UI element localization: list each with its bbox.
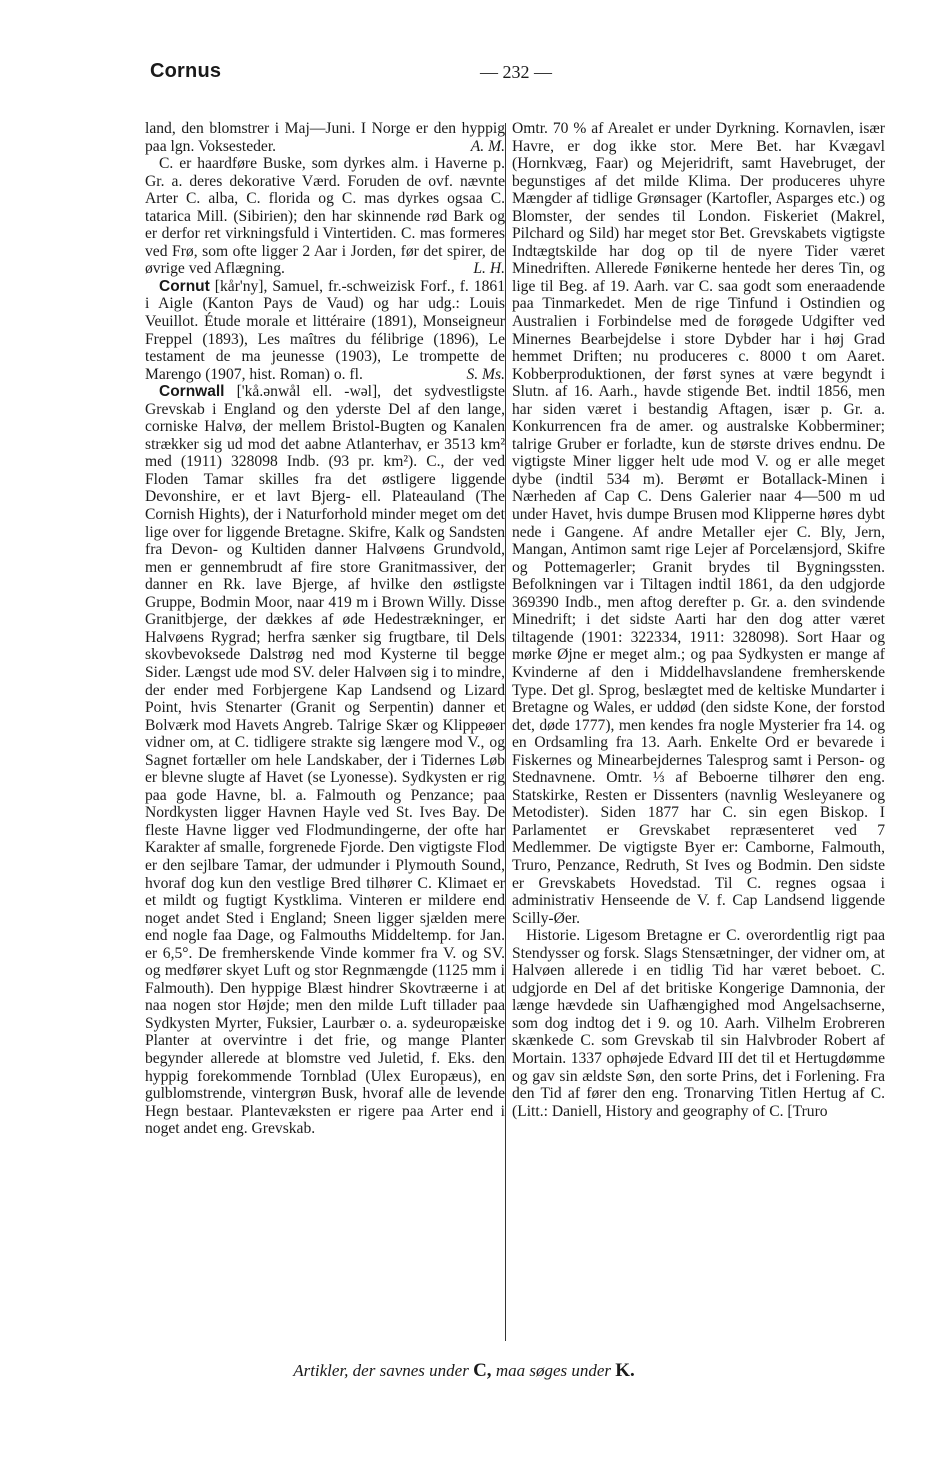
footer-text: Artikler, der savnes under (293, 1361, 474, 1380)
author-signature: A. M. (470, 137, 505, 155)
footer-text: maa søges under (491, 1361, 616, 1380)
right-column (512, 120, 885, 1120)
entry-cornut (145, 278, 505, 383)
paragraph-text: C. er haardføre Buske, som dyrkes alm. i Haverne p. Gr. a. deres dekorative Værd. Foruden de ovf. nævnte Arter C. alba, C. florida og C. mas dyrkes ogsaa C. tatarica Mill. (Sibirien); den har skinnende rød Bark og er derfor ret virkningsfuld i Vintertiden. C. mas formeres ved Frø, som ofte ligger 2 Aar i Jorden, før det spirer, de øvrige ved Aflægning. (145, 155, 505, 278)
header-entry-word: Cornus (150, 60, 222, 82)
column-divider (505, 123, 506, 1341)
author-signature: S. Ms. (466, 365, 505, 383)
page-number: — 232 — (480, 62, 552, 82)
headword-cornut: Cornut (159, 277, 210, 295)
paragraph-text: land, den blomstrer i Maj—Juni. I Norge er den hyppig paa lgn. Voksesteder. (145, 120, 505, 155)
left-column (145, 120, 505, 1138)
paragraph-history: Historie. Ligesom Bretagne er C. overordentlig rigt paa Stendysser og forsk. Slags Stensætninger, der vidner om, at Halvøen allerede i en tidlig Tid har været beboet. C. udgjorde en Del af det britiske Kongerige Damnonia, der længe hævdede sin Uafhængighed mod Angelsachserne, som dog indtog det i 9. og 10. Aarh. Vilhelm Erobreren skænkede C. som Grevskab til sin Halvbroder Robert af Mortain. 1337 ophøjede Edvard III det til et Hertugdømme og gav sin ældste Søn, den sorte Prins, det i Forlening. Fra den Tid af fører den eng. Tronarving Titlen Hertug af C. (Litt.: Daniell, History and geography of C. [Truro (512, 927, 885, 1120)
headword-cornwall: Cornwall (159, 383, 225, 401)
paragraph-economy-population: Omtr. 70 % af Arealet er under Dyrkning. Kornavlen, især Havre, er dog ikke stor. Mere Bet. har Kvægavl (Hornkvæg, Faar) og Mejeridrift, samt Havebruget, der begunstiges af det milde Klima. Der produceres uhyre Mængder af tidlige Grønsager (Kartofler, Asparges etc.) og Blomster, der sendes til London. Fiskeriet (Makrel, Pilchard og Sild) har meget stor Bet. Grevskabets vigtigste Indtægtskilde har dog op til de nyere Tider været Minedriften. Allerede Fønikerne hentede her deres Tin, og lige til Beg. af 19. Aarh. var C. saa godt som eneraadende paa Tinmarkedet. Men de rige Tinfund i Ostindien og Australien i Forbindelse med de forøgede Udgifter ved Minernes Bearbejdelse i store Dybder har i høj Grad hemmet Driften; nu produceres c. 8000 t om Aaret. Kobberproduktionen, der først synes at være begyndt i Slutn. af 16. Aarh., havde stigende Bet. indtil 1856, men har siden været i bestandig Aftagen, især p. Gr. a. Konkurrencen fra de amer. og australske Kobberminer; talrige Gruber er forladte, kun de største drives endnu. De vigtigste Miner ligger helt ude mod V. og er alle meget dybe (indtil 534 m). Berømt er Botallack-Minen i Nærheden af Cap C. Dens Galerier naar 4—500 m ud under Havet, hvis dumpe Brusen mod Klipperne høres dybt nede i Gangene. Af andre Metaller ejer C. Bly, Jern, Mangan, Antimon samt rige Lejer af Porcelænsjord, Skifre og Pottemagerler; Granit brydes til Bygningssten. Befolkningen var i Tiltagen indtil 1861, da den udgjorde 369390 Indb., men aftog derefter p. Gr. a. den svindende Minedrift; i det sidste Aarti har den dog atter været tiltagende (1901: 322334, 1911: 328098). Sort Haar og mørke Øjne er meget alm.; og paa Sydkysten er mange af Kvinderne af den i Middelhavslandene fremherskende Type. Det gl. Sprog, beslægtet med de keltiske Mundarter i Bretagne og Wales, er uddød (den sidste Kone, der forstod det, døde 1777), men kendes fra nogle Mysterier fra 14. og en Ordsamling fra 13. Aarh. Enkelte Ord er bevarede i Fiskernes og Minearbejdernes Talesprog samt i Person- og Stednavnene. Omtr. ⅓ af Beboerne tilhører den eng. Statskirke, Resten er Dissenters (navnlig Wesleyanere og Metodister). Siden 1877 har C. sin egen Biskop. I Parlamentet er Grevskabet repræsenteret ved 7 Medlemmer. De vigtigste Byer er: Camborne, Falmouth, Truro, Penzance, Redruth, St Ives og Bodmin. Den sidste er Grevskabets Hovedstad. Til C. regnes ogsaa i administrativ Henseende de V. f. Cap Landsend liggende Scilly-Øer. (512, 120, 885, 927)
footer-letter-c: C, (473, 1360, 492, 1381)
entry-text: [kår'ny], Samuel, fr.-schweizisk Forf., f. 1861 i Aigle (Kanton Pays de Vaud) og har udg.: Louis Veuillot. Étude morale et littéraire (1891), Monseigneur Freppel (1893), Les maîtres du félibrige (1896), Le testament de ma jeunesse (1903), Le trompette de Marengo (1907, hist. Roman) o. fl. (145, 277, 505, 383)
entry-text: ['kå.ənwål ell. -wəl], det sydvestligste Grevskab i England og den yderste Del af den lange, corniske Halvø, der mellem Bristol-Bugten og Kanalen strækker sig ud mod det aabne Atlanterhav, er 3513 km² med (1911) 328098 Indb. (93 pr. km²). C., der ved Floden Tamar skilles fra det østligere liggende Devonshire, er et lavt Bjerg- ell. Plateauland (The Cornish Hights), der i Naturforhold minder meget om det lige over for liggende Bretagne. Skifre, Kalk og Sandsten fra Devon- og Kultiden danner Halvøens Grundvold, men er gennembrudt af fire store Granitmassiver, der danner en Rk. lave Bjerge, af hvilke den østligste Gruppe, Bodmin Moor, naar 419 m i Brown Willy. Disse Granitbjerge, der dækkes af øde Hedestrækninger, er Halvøens Rygrad; herfra sænker sig frugtbare, til Dels skovbevoksede Dalstrøg ned mod Kysterne til begge Sider. Længst ude mod SV. deler Halvøen sig i to mindre, der ender med Forbjergene Kap Landsend og Lizard Point, hvis Stenarter (Granit og Serpentin) danner et Bolværk mod Havets Angreb. Talrige Skær og Klippeøer vidner om, at C. tidligere strakte sig længere mod V., og Sagnet fortæller om hele Landskaber, der i Tidernes Løb er blevne slugte af Havet (se Lyonesse). Sydkysten er rig paa gode Havne, bl. a. Falmouth og Penzance; paa Nordkysten ligger Havnen Hayle ved St. Ives Bay. De fleste Havne ligger ved Flodmundingerne, der ofte har Karakter af smalle, forgrenede Fjorde. Den vigtigste Flod er den sejlbare Tamar, der udmunder i Plymouth Sound, hvoraf dog kun den vestlige Bred tilhører C. Klimaet er et mildt og fugtigt Kystklima. Vinteren er mildere end noget andet Sted i England; Sneen ligger sjælden mere end nogle faa Dage, og Falmouths Middeltemp. for Jan. er 6,5°. De fremherskende Vinde kommer fra V. og SV. og medfører skyet Luft og stor Regnmængde (1125 mm i Falmouth). Den hyppige Blæst hindrer Skovtræerne i at naa nogen stor Højde; men den milde Luft tillader paa Sydkysten Myrter, Fuksier, Laurbær o. a. sydeuropæiske Planter at overvintre i det frie, og mange Planter begynder allerede at blomstre ved Juletid, f. Eks. den hyppig forekommende Tornblad (Ulex Europæus), en gulblomstrende, vintergrøn Busk, hvoraf alle de levende Hegn bestaar. Plantevæksten er rigere paa Arter end i noget andet eng. Grevskab. (145, 383, 505, 1138)
author-signature: L. H. (473, 260, 505, 278)
footer-note (0, 1360, 928, 1382)
paragraph-cornus-end (145, 120, 505, 155)
paragraph-cultivation (145, 155, 505, 278)
footer-letter-k: K. (615, 1360, 635, 1381)
entry-cornwall (145, 383, 505, 1138)
